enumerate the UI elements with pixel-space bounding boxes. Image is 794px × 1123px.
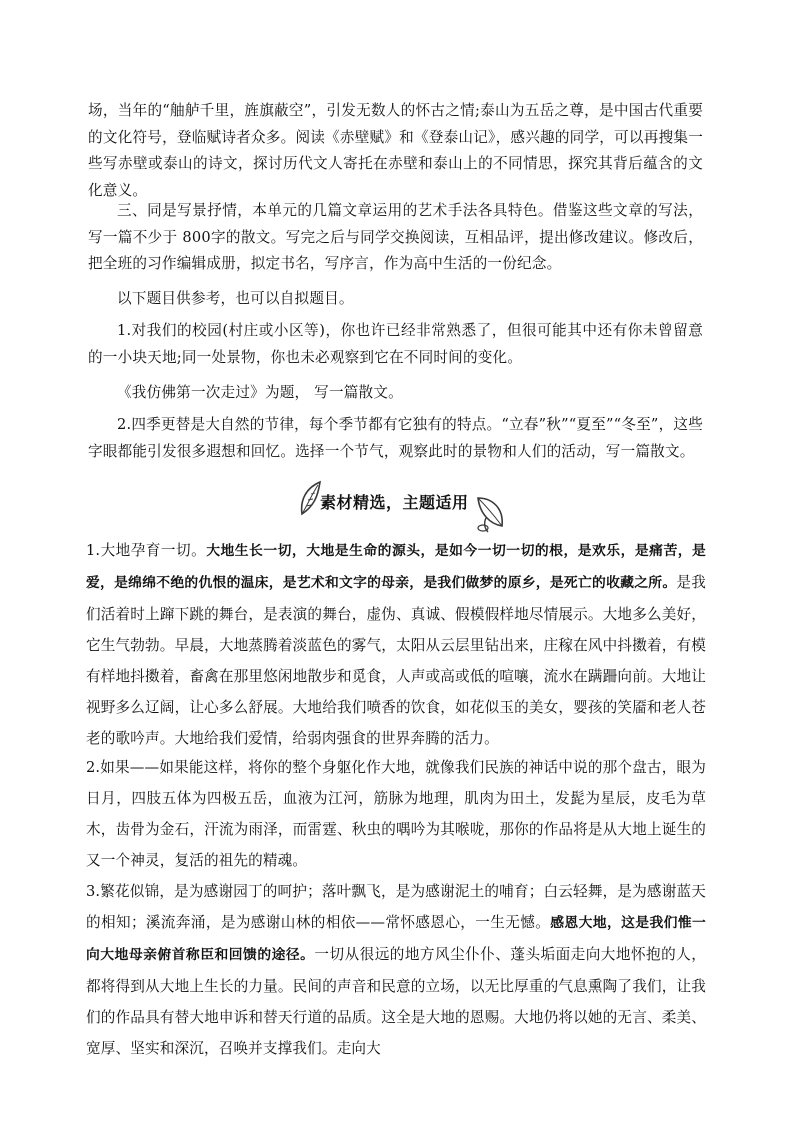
material-3-bold: 感恩大地，这是我们惟一向大地母亲俯首称臣和回馈的途径。 <box>86 915 706 963</box>
paragraph-2: 三、同是写景抒情，本单元的几篇文章运用的艺术手法各具特色。借鉴这些文章的写法，写一篇不少于 800字的散文。写完之后与同学交换阅读，互相品评，提出修改建议。修改后，把全班的习作编辑成册，拟定书名，写序言，作为高中生活的一份纪念。 <box>88 202 703 272</box>
paragraph-4: 1.对我们的校园(村庄或小区等)，你也许已经非常熟悉了，但很可能其中还有你未曾留意的一小块天地;同一处景物，你也未必观察到它在不同时间的变化。 <box>88 322 703 366</box>
material-2: 2.如果——如果能这样，将你的整个身躯化作大地，就像我们民族的神话中说的那个盘古，眼为日月，四肢五体为四极五岳，血液为江河，筋脉为地理，肌肉为田土，发髭为星辰，皮毛为草木，齿骨为金石，汗流为雨泽，而雷霆、秋虫的喁吟为其喉咙，那你的作品将是从大地上诞生的又一个神灵，复活的祖先的精魂。 <box>86 759 706 869</box>
paragraph-3: 以下题目供参考，也可以自拟题目。 <box>117 290 354 307</box>
material-3 <box>86 876 706 1064</box>
material-3-lead: 3.繁花似锦，是为感谢园丁的呵护；落叶飘飞，是为感谢泥土的哺育；白云轻舞，是为感谢蓝天的相知；溪流奔涌，是为感谢山林的相依——常怀感恩心，一生无憾。 <box>86 883 706 931</box>
paragraph-1: 场，当年的“舳舻千里，旌旗蔽空”，引发无数人的怀古之情;泰山为五岳之尊，是中国古代重要的文化符号，登临赋诗者众多。阅读《赤壁赋》和《登泰山记》，感兴趣的同学，可以再搜集一些写赤壁或泰山的诗文，探讨历代文人寄托在赤壁和泰山上的不同情思，探究其背后蕴含的文化意义。 <box>88 102 703 199</box>
material-1 <box>86 535 706 754</box>
material-1-lead: 1.大地孕育一切。 <box>86 542 207 559</box>
material-1-bold: 大地生长一切，大地是生命的源头，是如今一切一切的根，是欢乐，是痛苦，是爱，是绵绵不绝的仇恨的温床，是艺术和文字的母亲，是我们做梦的原乡，是死亡的收藏之所。 <box>86 543 707 591</box>
material-3-body: 一切从很远的地方风尘仆仆、蓬头垢面走向大地怀抱的人，都将得到从大地上生长的力量。民间的声音和民意的立场，以无比厚重的气息熏陶了我们，让我们的作品具有替大地申诉和替天行道的品质。这全是大地的恩赐。大地仍将以她的无言、柔美、宽厚、坚实和深沉，召唤并支撑我们。走向大 <box>86 946 706 1057</box>
leaf-icon <box>474 492 508 536</box>
paragraph-6: 2.四季更替是大自然的节律，每个季节都有它独有的特点。“立春”秋”“夏至”“冬至”，这些字眼都能引发很多遐想和回忆。选择一个节气，观察此时的景物和人们的活动，写一篇散文。 <box>88 416 703 460</box>
section-heading <box>296 478 506 534</box>
section-heading-text: 素材精选，主题适用 <box>320 493 469 512</box>
material-1-body: 是我们活着时上蹿下跳的舞台，是表演的舞台，虚伪、真诚、假模假样地尽情展示。大地多么美好，它生气勃勃。早晨，大地蒸腾着淡蓝色的雾气，太阳从云层里钻出来，庄稼在风中抖擞着，有模有样地抖擞着，畜禽在那里悠闲地散步和觅食，人声或高或低的喧嚷，流水在蹒跚向前。大地让视野多么辽阔，让心多么舒展。大地给我们喷香的饮食，如花似玉的美女，婴孩的笑靥和老人苍老的歌吟声。大地给我们爱情，给弱肉强食的世界奔腾的活力。 <box>86 574 706 747</box>
paragraph-5: 《我仿佛第一次走过》为题， 写一篇散文。 <box>117 384 403 401</box>
